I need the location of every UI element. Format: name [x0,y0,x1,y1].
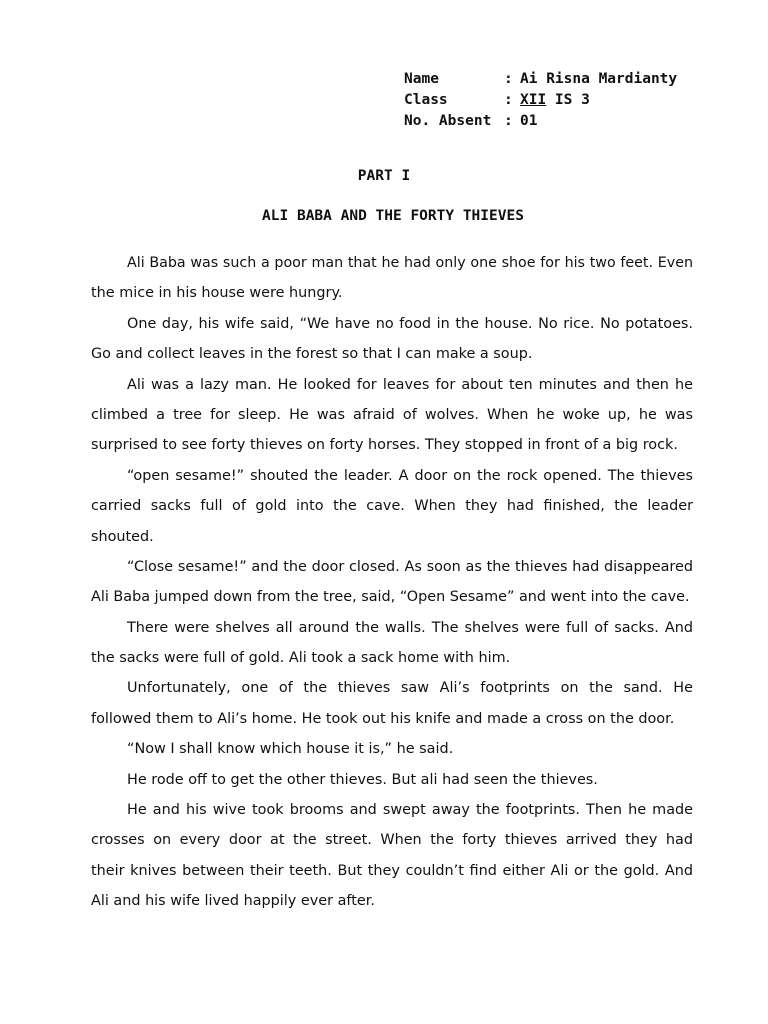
absent-value: 01 [520,113,538,129]
name-label: Name [404,71,439,87]
text-line: Ali Baba jumped down from the tree, said, “Open Sesame” and went into the cave. [91,589,690,606]
text-line: One day, his wife said, “We have no food in the house. No rice. No potatoes. [127,315,693,332]
text-line: the sacks were full of gold. Ali took a sack home with him. [91,650,511,667]
text-line: Ali was a lazy man. He looked for leaves for about ten minutes and then he [127,376,693,393]
text-line: shouted. [91,528,154,545]
student-info [404,69,677,132]
story-body [91,248,693,917]
text-line: followed them to Ali’s home. He took out his knife and made a cross on the door. [91,710,675,727]
story-title: ALI BABA AND THE FORTY THIEVES [262,208,524,224]
text-line: the mice in his house were hungry. [91,285,343,302]
text-line: climbed a tree for sleep. He was afraid of wolves. When he woke up, he was [91,406,693,423]
text-line: Ali Baba was such a poor man that he had only one shoe for his two feet. Even [127,255,693,271]
class-label: Class [404,92,448,108]
name-row [404,69,677,90]
text-line: their knives between their teeth. But they couldn’t find either Ali or the gold. And [91,862,693,879]
text-line: He and his wive took brooms and swept away the footprints. Then he made [127,802,693,819]
absent-separator: : [504,113,513,129]
absent-row [404,111,677,132]
class-row [404,90,677,111]
text-line: There were shelves all around the walls. The shelves were full of sacks. And [127,619,693,636]
text-line: “open sesame!” shouted the leader. A door on the rock opened. The thieves [127,467,693,484]
text-line: “Now I shall know which house it is,” he said. [127,741,454,758]
absent-label: No. Absent [404,113,492,129]
text-line: carried sacks full of gold into the cave. When they had finished, the leader [91,498,693,515]
class-value-section: IS 3 [546,92,590,108]
part-heading: PART I [357,168,411,184]
text-line: “Close sesame!” and the door closed. As soon as the thieves had disappeared [127,558,693,575]
text-line: He rode off to get the other thieves. But ali had seen the thieves. [127,771,598,788]
text-line: Ali and his wife lived happily ever after. [91,893,375,910]
name-value: Ai Risna Mardianty [520,71,678,87]
text-line: crosses on every door at the street. When the forty thieves arrived they had [91,832,693,849]
class-value [520,90,590,111]
text-line: Unfortunately, one of the thieves saw Ali’s footprints on the sand. He [127,680,693,697]
text-line: surprised to see forty thieves on forty horses. They stopped in front of a big rock. [91,437,678,454]
class-value-grade: XII [520,92,547,108]
text-line: Go and collect leaves in the forest so that I can make a soup. [91,346,533,363]
name-separator: : [504,71,513,87]
class-separator: : [504,92,513,108]
